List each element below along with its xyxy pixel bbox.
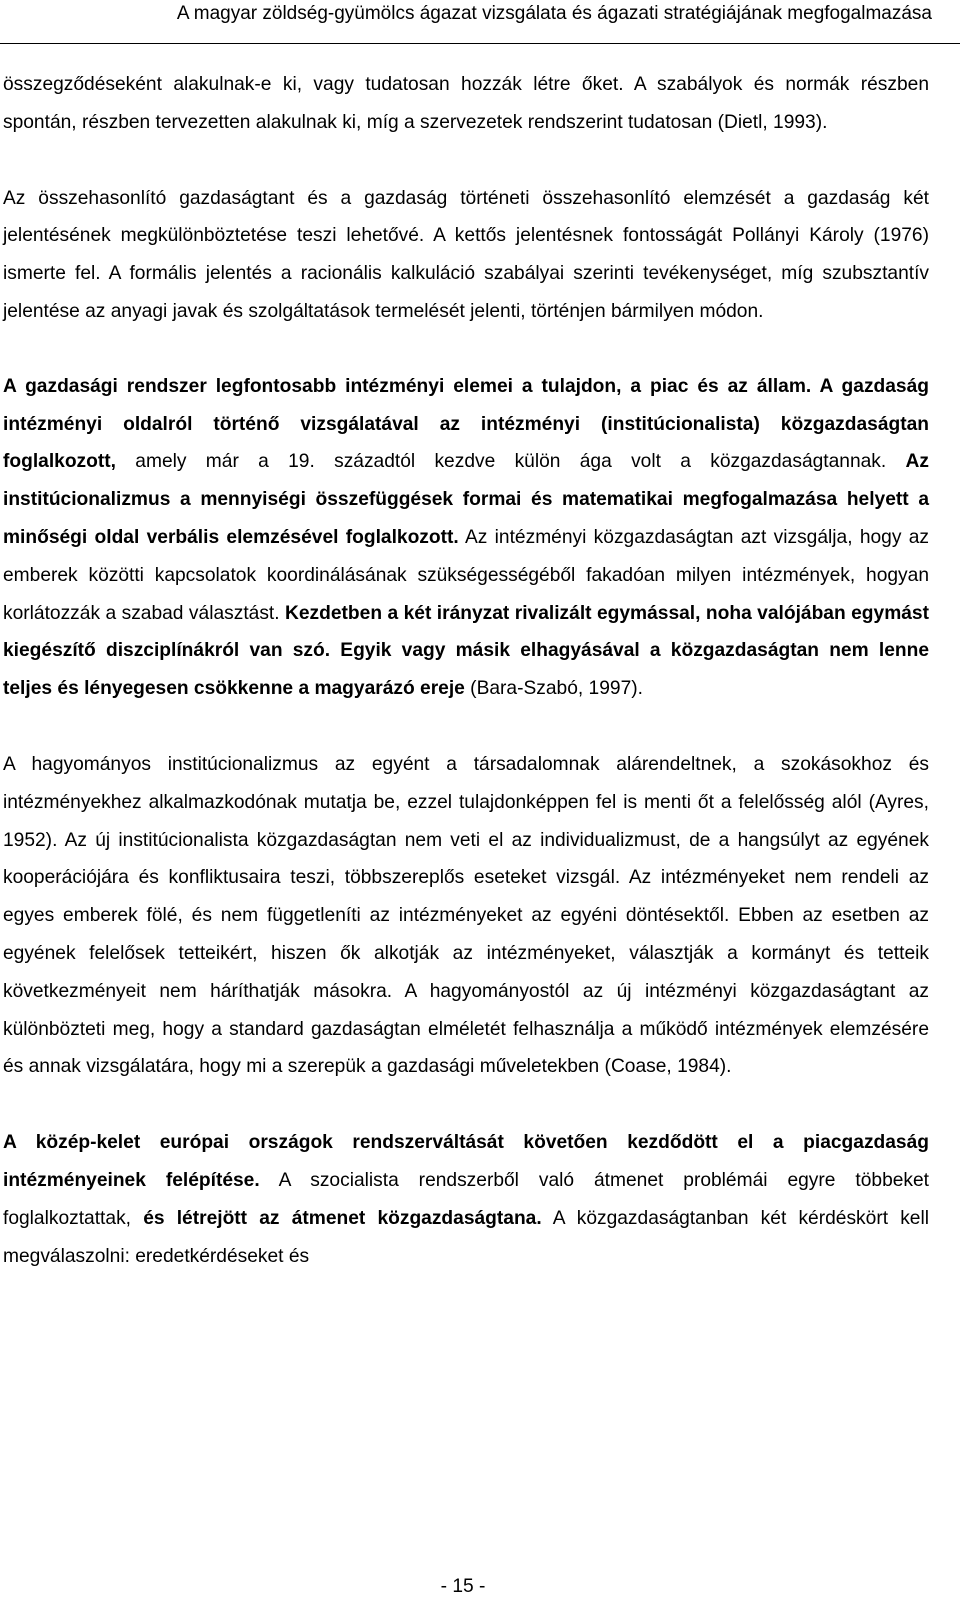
bold-text-run: A közép-kelet európai országok rendszerváltását követően kezdődött el a piacgazdaság intézményeinek felépítése. [3,1132,929,1191]
paragraph [3,368,929,708]
document-body [3,66,929,1275]
page-number: - 15 - [440,1576,486,1597]
text-run: amely már a 19. századtól kezdve külön ága volt a közgazdaságtannak. [115,451,906,473]
text-run: Az összehasonlító gazdaságtant és a gazdaság történeti összehasonlító elemzését a gazdaság két jelentésének megkülönböztetése teszi lehetővé. A kettős jelentésnek fontosságát Pollányi Károly (1976) ismerte fel. A formális jelentés a racionális kalkuláció szabályai szerinti tevékenységet, míg szubsztantív jelentése az anyagi javak és szolgáltatások termelését jelenti, történjen bármilyen módon. [3,187,929,322]
paragraph [3,66,929,142]
bold-text-run: Kezdetben a két irányzat rivalizált egymással, noha valójában egymást kiegészítő diszciplínákról van szó. Egyik vagy másik elhagyásával a közgazdaságtan nem lenne teljes és lényegesen csökkenne a magyarázó ereje [3,602,929,700]
bold-text-run: Az institúcionalizmus a mennyiségi összefüggések formai és matematikai megfogalmazása helyett a minőségi oldal verbális elemzésével foglalkozott. [3,451,929,548]
paragraph [3,180,929,331]
text-run: összegződéseként alakulnak-e ki, vagy tudatosan hozzák létre őket. A szabályok és normák részben spontán, részben tervezetten alakulnak ki, míg a szervezetek rendszerint tudatosan (Dietl, 1993). [3,74,929,133]
text-run: A szocialista rendszerből való átmenet problémái egyre többeket foglalkoztattak, [3,1169,930,1229]
text-run: Az intézményi közgazdaságtan azt vizsgálja, hogy az emberek közötti kapcsolatok koordinálásának szükségességéből fakadóan milyen intézmények, hogyan korlátozzák a szabad választást. [3,526,929,624]
text-run: A hagyományos institúcionalizmus az egyént a társadalomnak alárendeltnek, a szokásokhoz és intézményekhez alkalmazkodónak mutatja be, ezzel tulajdonképpen fel is menti őt a felelősség alól (Ayres, 1952). Az új institúcionalista közgazdaságtan nem veti el az individualizmust, de a hangsúlyt az egyének kooperációjára és konfliktusaira teszi, többszereplős eseteket vizsgál. Az intézményeket nem rendeli az egyes emberek fölé, és nem függetleníti az intézményeket az egyéni döntésektől. Ebben az esetben az egyének felelősek tetteikért, hiszen ők alkotják az intézményeket, választják a kormányt és tetteik következményeit nem háríthatják másokra. A hagyományostól az új intézményi közgazdaságtant az különbözteti meg, hogy a standard gazdaságtan elméletét felhasználja a működő intézmények elemzésére és annak vizsgálatára, hogy mi a szerepük a gazdasági műveletekben (Coase, 1984). [3,753,929,1078]
running-header-title: A magyar zöldség-gyümölcs ágazat vizsgálata és ágazati stratégiájának megfogalmazása [176,3,932,24]
text-run: A közgazdaságtanban két kérdéskört kell megválaszolni: eredetkérdéseket és [3,1207,930,1267]
bold-text-run: és létrejött az átmenet közgazdaságtana. [143,1207,542,1229]
paragraph [3,746,929,1086]
bold-text-run: A gazdasági rendszer legfontosabb intézményi elemei a tulajdon, a piac és az állam. A gazdaság intézményi oldalról történő vizsgálatával az intézményi (institúcionalista) közgazdaságtan foglalkozott, [3,375,929,473]
running-header [0,0,960,44]
paragraph [3,1124,929,1275]
text-run: (Bara-Szabó, 1997). [464,678,643,700]
